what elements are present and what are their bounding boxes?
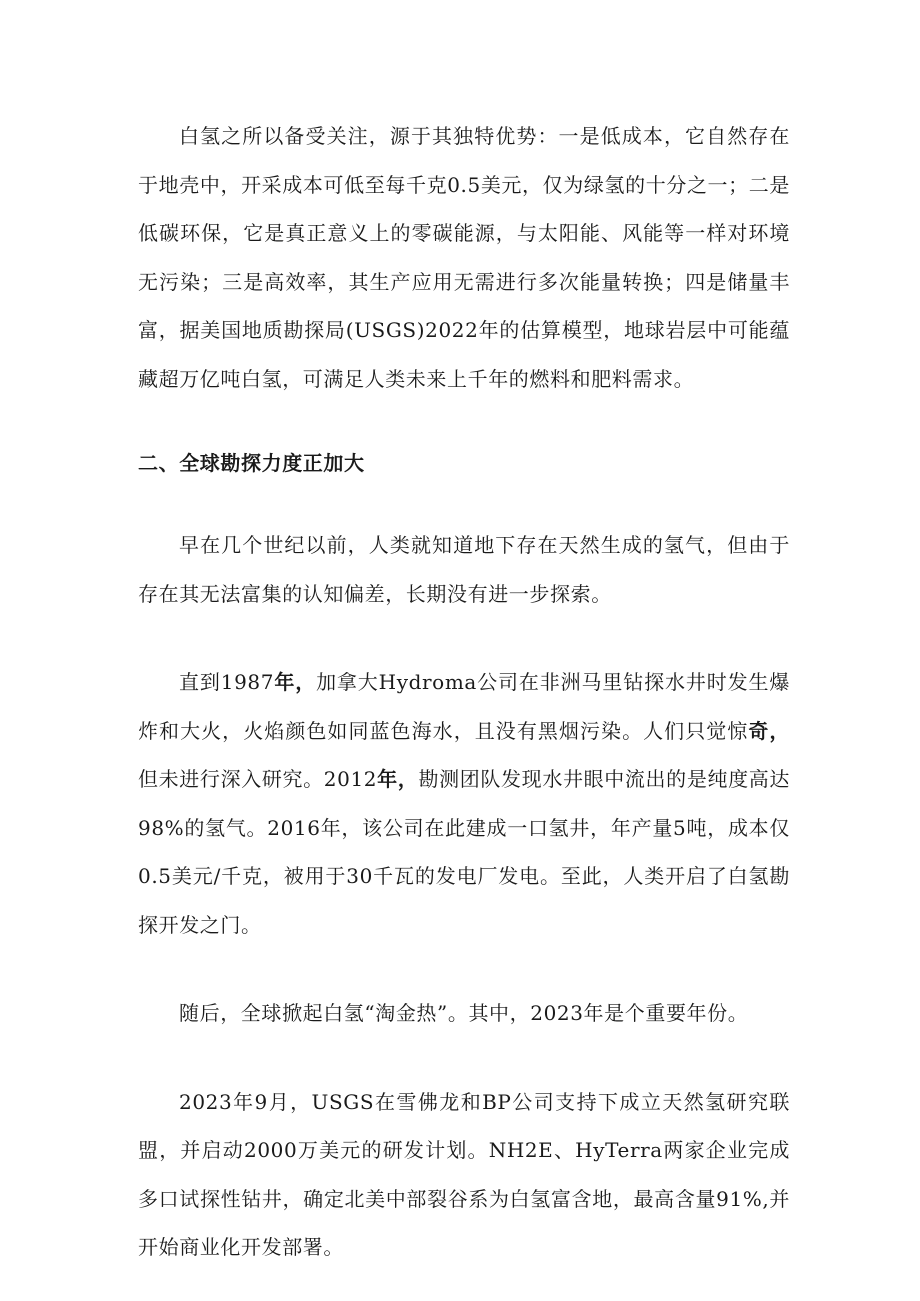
paragraph-hydroma-part-4: 勘测团队发现水井眼中流出的是纯度高达98%的氢气。2016年，该公司在此建成一口氢井，年产量5吨，成本仅0.5美元/千克，被用于30千瓦的发电厂发电。至此，人类开启了白氢勘探开发之门。 (138, 767, 791, 937)
paragraph-usgs-2023: 2023年9月，USGS在雪佛龙和BP公司支持下成立天然氢研究联盟，并启动2000万美元的研发计划。NH2E、HyTerra两家企业完成多口试探性钻井，确定北美中部裂谷系为白氢富含地，最高含量91%,并开始商业化开发部署。 (138, 1089, 790, 1259)
paragraph-hydroma (138, 658, 790, 949)
document-page (138, 112, 790, 1272)
paragraph-hydroma-part-1: 直到1987 (179, 670, 275, 694)
paragraph-gold-rush: 随后，全球掀起白氢“淘金热”。其中，2023年是个重要年份。 (179, 1001, 749, 1025)
paragraph-hydroma-part-3: 但未进行深入研究。2012 (138, 767, 378, 791)
section-heading: 二、全球勘探力度正加大 (138, 451, 365, 475)
paragraph-hydroma-bold-2: 奇， (748, 718, 790, 743)
paragraph-history: 早在几个世纪以前，人类就知道地下存在天然生成的氢气，但由于存在其无法富集的认知偏差，长期没有进一步探索。 (138, 533, 790, 606)
paragraph-hydroma-bold-1: 年， (274, 670, 317, 694)
paragraph-hydroma-bold-3: 年， (377, 767, 419, 791)
paragraph-advantages: 白氢之所以备受关注，源于其独特优势：一是低成本，它自然存在于地壳中，开采成本可低至每千克0.5美元，仅为绿氢的十分之一；二是低碳环保，它是真正意义上的零碳能源，与太阳能、风能等一样对环境无污染；三是高效率，其生产应用无需进行多次能量转换；四是储量丰富，据美国地质勘探局(USGS)2022年的估算模型，地球岩层中可能蕴藏超万亿吨白氢，可满足人类未来上千年的燃料和肥料需求。 (138, 124, 790, 391)
paragraph-hydroma-part-2: 加拿大Hydroma公司在非洲马里钻探水井时发生爆炸和大火，火焰颜色如同蓝色海水，且没有黑烟污染。人们只觉惊 (138, 670, 790, 743)
